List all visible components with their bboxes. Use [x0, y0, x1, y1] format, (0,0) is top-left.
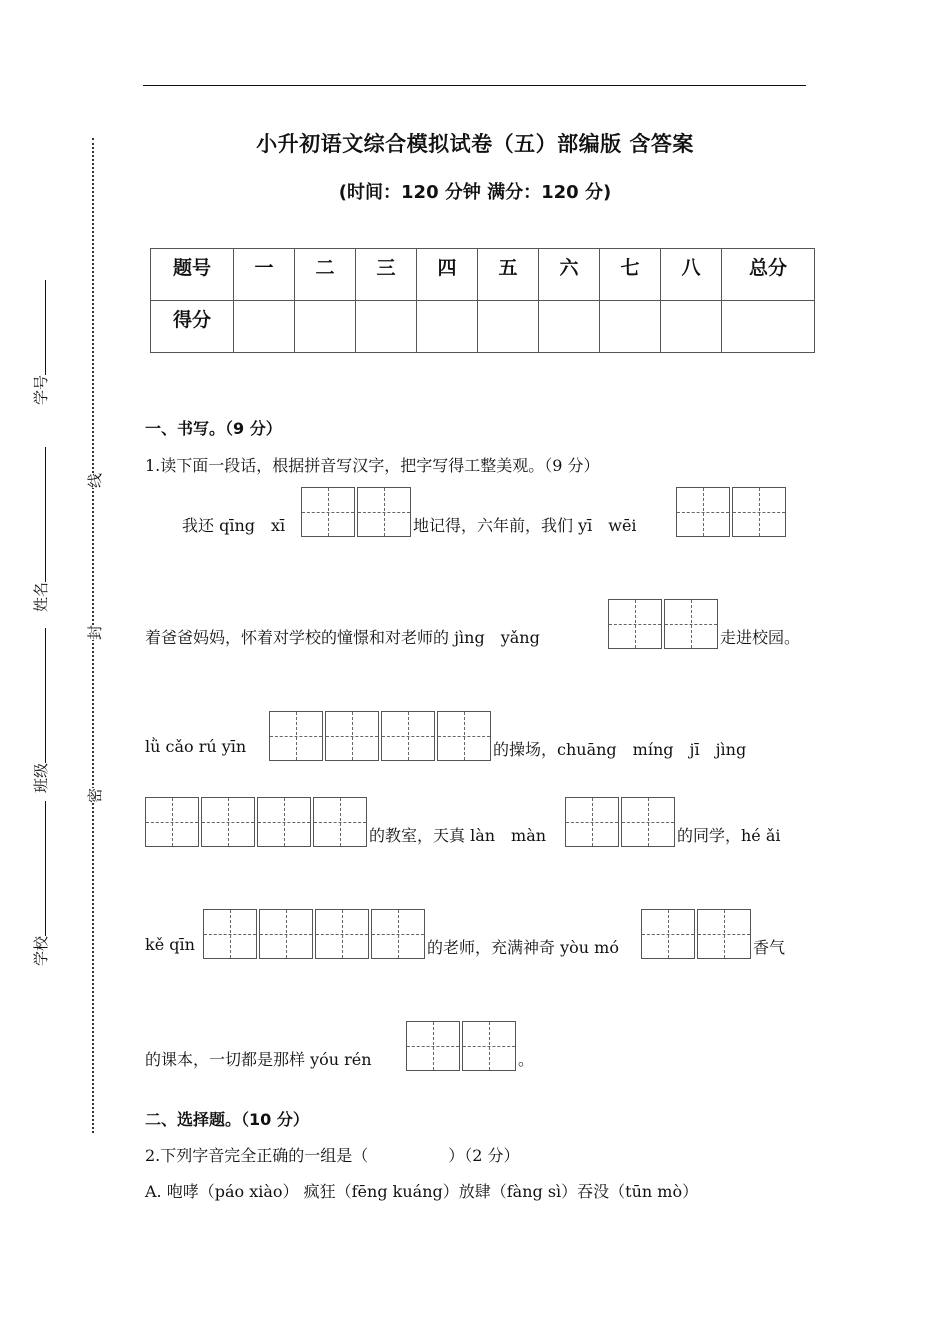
name-label: 姓名: [32, 581, 50, 612]
seal-mark-secret: 密: [86, 787, 104, 803]
name-blank[interactable]: [31, 447, 46, 582]
seal-mark-seal: 封: [86, 624, 104, 640]
writing-box[interactable]: [676, 487, 730, 537]
passage-text: 走进校园。: [720, 628, 801, 647]
section-heading: 二、选择题。（10 分）: [145, 1110, 309, 1129]
table-header-cell: 八: [661, 249, 722, 301]
writing-box-group[interactable]: [608, 599, 720, 649]
score-cell[interactable]: [539, 301, 600, 353]
page-title: 小升初语文综合模拟试卷（五）部编版 含答案: [256, 132, 694, 156]
exam-info: (时间：120 分钟 满分：120 分): [338, 182, 612, 203]
score-cell[interactable]: [295, 301, 356, 353]
table-header-cell: 二: [295, 249, 356, 301]
table-header-cell: 一: [234, 249, 295, 301]
writing-box[interactable]: [203, 909, 257, 959]
writing-box[interactable]: [406, 1021, 460, 1071]
writing-box[interactable]: [313, 797, 367, 847]
writing-box-group[interactable]: [301, 487, 413, 537]
table-header-cell: 六: [539, 249, 600, 301]
student-id-label: 学号: [32, 374, 50, 405]
passage-text: 。: [518, 1050, 535, 1069]
class-label: 班级: [32, 762, 50, 793]
writing-box[interactable]: [301, 487, 355, 537]
score-table-score-row: [151, 301, 815, 353]
writing-box[interactable]: [664, 599, 718, 649]
table-header-cell: 题号: [151, 249, 234, 301]
table-header-cell: 七: [600, 249, 661, 301]
writing-box[interactable]: [145, 797, 199, 847]
writing-box-group[interactable]: [203, 909, 427, 959]
score-cell[interactable]: [234, 301, 295, 353]
school-label: 学校: [32, 935, 50, 966]
score-cell[interactable]: [417, 301, 478, 353]
table-header-cell: 四: [417, 249, 478, 301]
passage-text: 香气: [753, 938, 786, 957]
passage-text: 的教室，天真 làn màn: [369, 826, 547, 845]
question-text: 1.读下面一段话，根据拼音写汉字，把字写得工整美观。（9 分）: [145, 456, 600, 475]
score-cell[interactable]: [661, 301, 722, 353]
writing-box[interactable]: [462, 1021, 516, 1071]
passage-text: lǜ cǎo rú yīn: [145, 737, 247, 756]
score-cell[interactable]: [600, 301, 661, 353]
writing-box[interactable]: [269, 711, 323, 761]
writing-box[interactable]: [437, 711, 491, 761]
writing-box-group[interactable]: [406, 1021, 518, 1071]
writing-box-group[interactable]: [676, 487, 788, 537]
student-id-field[interactable]: [30, 280, 51, 405]
passage-text: 地记得，六年前，我们 yī wēi: [413, 516, 637, 535]
passage-text: 的课本，一切都是那样 yóu rén: [145, 1050, 372, 1069]
writing-box[interactable]: [697, 909, 751, 959]
writing-box-group[interactable]: [565, 797, 677, 847]
table-header-cell: 五: [478, 249, 539, 301]
score-cell[interactable]: [722, 301, 815, 353]
class-field[interactable]: [30, 628, 51, 793]
writing-box[interactable]: [259, 909, 313, 959]
school-field[interactable]: [30, 801, 51, 966]
score-table-header-row: [151, 249, 815, 301]
writing-box[interactable]: [315, 909, 369, 959]
question-text: 2.下列字音完全正确的一组是（ ）（2 分）: [145, 1146, 520, 1165]
name-field[interactable]: [30, 447, 51, 612]
writing-box[interactable]: [325, 711, 379, 761]
writing-box[interactable]: [257, 797, 311, 847]
table-header-cell: 三: [356, 249, 417, 301]
table-row-label: 得分: [151, 301, 234, 353]
school-blank[interactable]: [31, 801, 46, 936]
score-table: [150, 248, 815, 353]
top-rule: [143, 85, 806, 86]
writing-box[interactable]: [201, 797, 255, 847]
writing-box[interactable]: [381, 711, 435, 761]
writing-box-group[interactable]: [641, 909, 753, 959]
passage-text: 的同学，hé ǎi: [677, 826, 781, 845]
score-cell[interactable]: [356, 301, 417, 353]
class-blank[interactable]: [31, 628, 46, 763]
writing-box[interactable]: [732, 487, 786, 537]
writing-box[interactable]: [565, 797, 619, 847]
passage-text: kě qīn: [145, 935, 195, 954]
section-heading: 一、书写。（9 分）: [145, 419, 282, 438]
writing-box[interactable]: [357, 487, 411, 537]
writing-box[interactable]: [608, 599, 662, 649]
seal-mark-line: 线: [86, 472, 104, 488]
writing-box[interactable]: [641, 909, 695, 959]
passage-text: 的操场，chuāng míng jī jìng: [493, 740, 747, 759]
option-a[interactable]: A. 咆哮（páo xiào） 疯狂（fēng kuáng）放肆（fàng sì）吞没（tūn mò）: [145, 1182, 699, 1201]
writing-box-group[interactable]: [145, 797, 369, 847]
passage-text: 的老师，充满神奇 yòu mó: [427, 938, 619, 957]
writing-box[interactable]: [371, 909, 425, 959]
student-id-blank[interactable]: [31, 280, 46, 375]
writing-box[interactable]: [621, 797, 675, 847]
table-header-cell: 总分: [722, 249, 815, 301]
score-cell[interactable]: [478, 301, 539, 353]
writing-box-group[interactable]: [269, 711, 493, 761]
passage-text: 着爸爸妈妈，怀着对学校的憧憬和对老师的 jìng yǎng: [145, 628, 540, 647]
passage-text: 我还 qīng xī: [182, 516, 286, 535]
